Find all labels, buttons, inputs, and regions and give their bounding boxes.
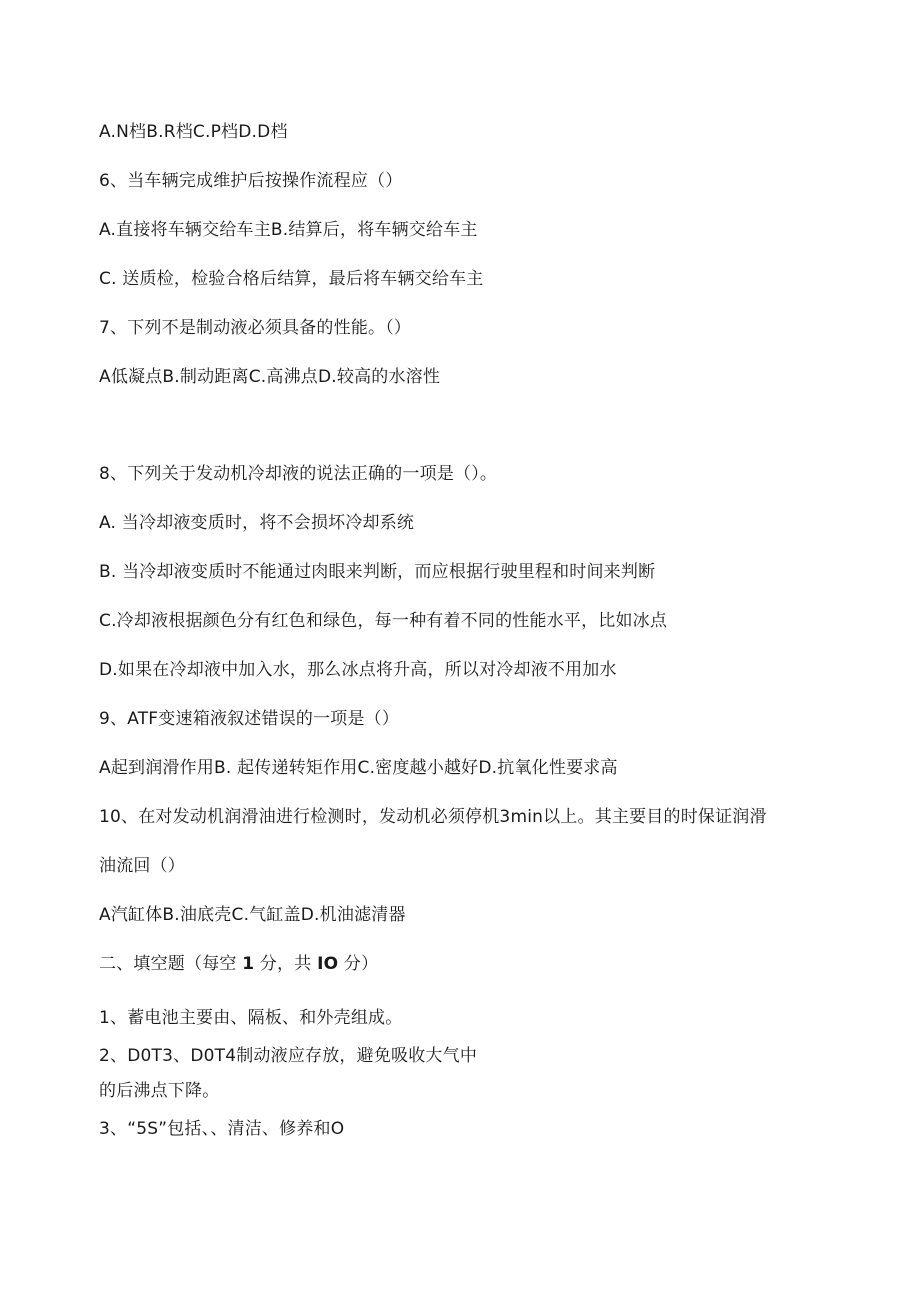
q8-option-d: D.如果在冷却液中加入水，那么冰点将升高，所以对冷却液不用加水 — [99, 660, 617, 680]
fill-q2-line1: 2、D0T3、D0T4制动液应存放，避免吸收大气中 — [99, 1046, 478, 1066]
q10-question-line1: 10、在对发动机润滑油进行检测时，发动机必须停机3min以上。其主要目的时保证润滑 — [99, 807, 767, 827]
section-heading-total: IO — [317, 954, 339, 974]
q5-options: A.N档B.R档C.P档D.D档 — [99, 122, 288, 142]
fill-q3: 3、“5S”包括、、清洁、修养和O — [99, 1119, 345, 1139]
section-heading-mid: 分，共 — [259, 954, 312, 974]
section-heading-points: 1 — [242, 954, 255, 974]
q10-options: A汽缸体B.油底壳C.气缸盖D.机油滤清器 — [99, 905, 406, 925]
q8-question: 8、下列关于发动机冷却液的说法正确的一项是（）。 — [99, 464, 498, 484]
q9-question: 9、ATF变速箱液叙述错误的一项是（） — [99, 709, 400, 729]
section-heading-prefix: 二、填空题（每空 — [99, 954, 237, 974]
q7-question: 7、下列不是制动液必须具备的性能。（） — [99, 318, 412, 338]
fill-q1: 1、蓄电池主要由、隔板、和外壳组成。 — [99, 1008, 403, 1028]
q8-option-c: C.冷却液根据颜色分有红色和绿色，每一种有着不同的性能水平，比如冰点 — [99, 611, 668, 631]
section-heading — [99, 953, 378, 975]
q10-question-line2: 油流回（） — [99, 856, 185, 876]
section-heading-suffix: 分） — [343, 954, 379, 974]
q6-question: 6、当车辆完成维护后按操作流程应（） — [99, 171, 403, 191]
q8-option-b: B. 当冷却液变质时不能通过肉眼来判断，而应根据行驶里程和时间来判断 — [99, 562, 656, 582]
q7-options: A低凝点B.制动距离C.高沸点D.较高的水溶性 — [99, 367, 441, 387]
q6-options-ab: A.直接将车辆交给车主B.结算后，将车辆交给车主 — [99, 220, 478, 240]
fill-q2-line2: 的后沸点下降。 — [99, 1081, 220, 1101]
q6-option-c: C. 送质检，检验合格后结算，最后将车辆交给车主 — [99, 269, 484, 289]
q8-option-a: A. 当冷却液变质时，将不会损坏冷却系统 — [99, 513, 415, 533]
q9-options: A起到润滑作用B. 起传递转矩作用C.密度越小越好D.抗氧化性要求高 — [99, 758, 618, 778]
